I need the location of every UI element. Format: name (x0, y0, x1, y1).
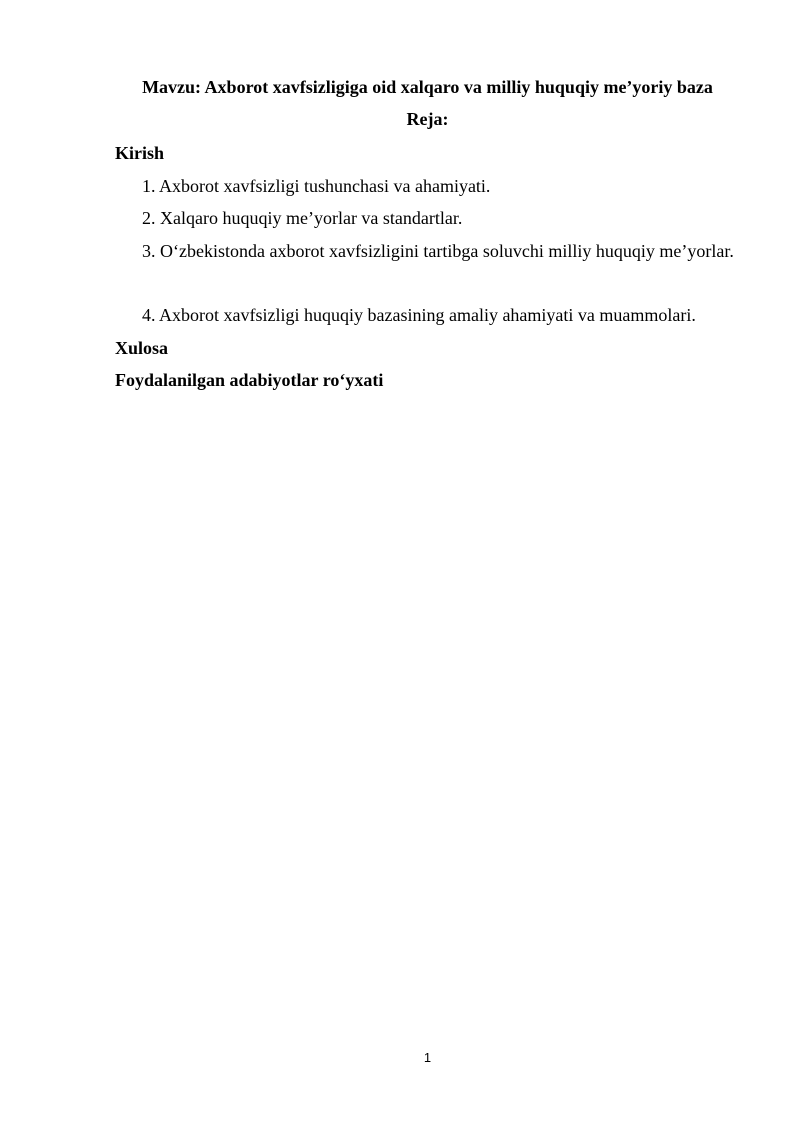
intro-heading: Kirish (115, 143, 165, 163)
plan-item-4: 4. Axborot xavfsizligi huquqiy bazasining amaliy ahamiyati va muammolari. (142, 305, 696, 325)
references-heading: Foydalanilgan adabiyotlar ro‘yxati (115, 370, 384, 390)
plan-heading: Reja: (406, 109, 449, 129)
page-number: 1 (423, 1050, 432, 1065)
document-title: Mavzu: Axborot xavfsizligiga oid xalqaro va milliy huquqiy me’yoriy baza (142, 77, 713, 97)
plan-item-1: 1. Axborot xavfsizligi tushunchasi va ahamiyati. (142, 176, 491, 196)
plan-item-3: 3. O‘zbekistonda axborot xavfsizligini tartibga soluvchi milliy huquqiy me’yorlar. (142, 241, 734, 261)
plan-item-2: 2. Xalqaro huquqiy me’yorlar va standartlar. (142, 208, 463, 228)
conclusion-heading: Xulosa (115, 338, 169, 358)
